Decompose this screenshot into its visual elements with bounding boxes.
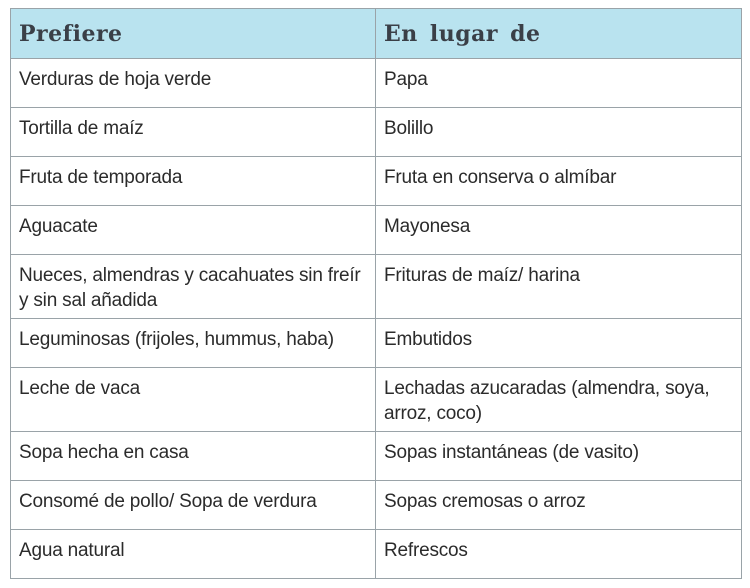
prefer-cell: Fruta de temporada [11,157,376,206]
instead-cell: Sopas cremosas o arroz [376,481,742,530]
table-row [11,108,742,157]
table-row [11,530,742,579]
table-row [11,59,742,108]
instead-cell: Sopas instantáneas (de vasito) [376,432,742,481]
table-row [11,255,742,319]
food-substitution-table [10,8,742,579]
header-instead-of: En lugar de [376,9,742,59]
table-row [11,319,742,368]
prefer-cell: Leche de vaca [11,368,376,432]
table-row [11,157,742,206]
instead-cell: Frituras de maíz/ harina [376,255,742,319]
table-row [11,206,742,255]
prefer-cell: Nueces, almendras y cacahuates sin freír y sin sal añadida [11,255,376,319]
instead-cell: Papa [376,59,742,108]
prefer-cell: Verduras de hoja verde [11,59,376,108]
food-substitution-table-container [10,8,741,579]
header-row [11,9,742,59]
prefer-cell: Tortilla de maíz [11,108,376,157]
prefer-cell: Sopa hecha en casa [11,432,376,481]
header-prefer: Prefiere [11,9,376,59]
instead-cell: Bolillo [376,108,742,157]
prefer-cell: Consomé de pollo/ Sopa de verdura [11,481,376,530]
prefer-cell: Agua natural [11,530,376,579]
table-row [11,368,742,432]
instead-cell: Embutidos [376,319,742,368]
instead-cell: Fruta en conserva o almíbar [376,157,742,206]
table-row [11,432,742,481]
table-row [11,481,742,530]
instead-cell: Refrescos [376,530,742,579]
prefer-cell: Aguacate [11,206,376,255]
instead-cell: Mayonesa [376,206,742,255]
instead-cell: Lechadas azucaradas (almendra, soya, arroz, coco) [376,368,742,432]
prefer-cell: Leguminosas (frijoles, hummus, haba) [11,319,376,368]
